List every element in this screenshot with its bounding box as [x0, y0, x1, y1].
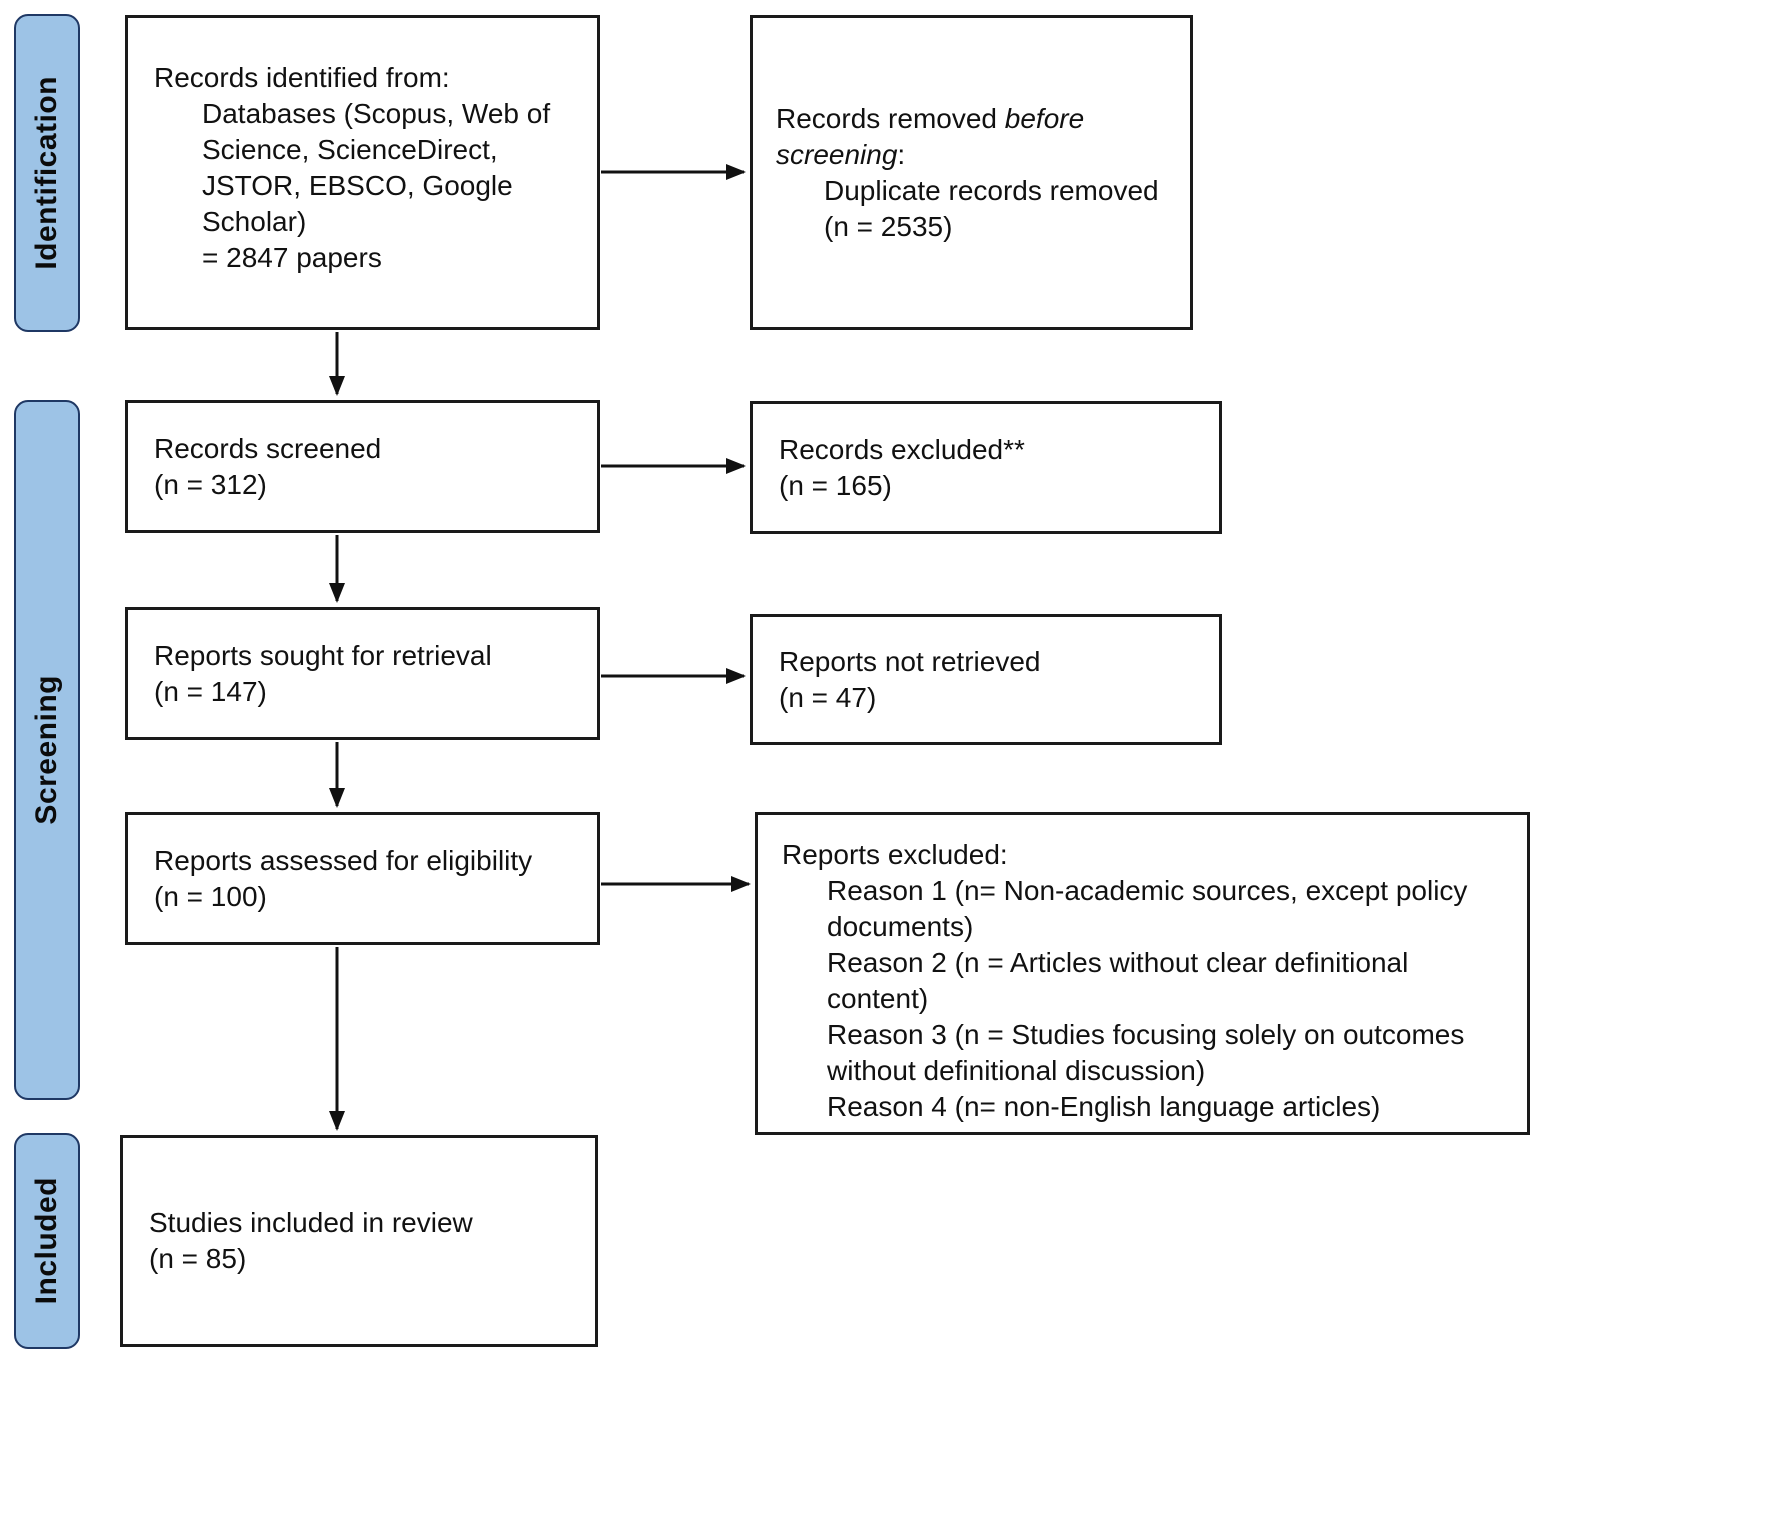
reports-assessed-count: (n = 100): [154, 880, 267, 912]
reports-excluded-reason-4: Reason 4 (n= non-English language articles): [827, 1091, 1381, 1122]
stage-bar-identification: [14, 14, 80, 332]
stage-label-identification: Identification: [30, 76, 63, 270]
records-screened-label: Records screened: [154, 432, 382, 464]
stage-label-screening: Screening: [30, 675, 63, 825]
reports-excluded-reason-2: Reason 2 (n = Articles without clear definitional content): [827, 947, 1409, 1014]
box-records-identified: [125, 15, 600, 330]
reports-sought-label: Reports sought for retrieval: [154, 639, 492, 671]
reports-excluded-reason-3: Reason 3 (n = Studies focusing solely on outcomes without definitional discussion): [827, 1019, 1465, 1086]
box-reports-assessed: [125, 812, 600, 945]
box-records-screened: [125, 400, 600, 533]
stage-label-included: Included: [30, 1177, 63, 1305]
records-removed-prefix: Records removed: [776, 102, 1005, 134]
records-excluded-label: Records excluded**: [779, 433, 1025, 465]
records-identified-heading: Records identified from:: [154, 62, 450, 93]
reports-not-retrieved-count: (n = 47): [779, 681, 877, 713]
box-studies-included: [120, 1135, 598, 1347]
studies-included-label: Studies included in review: [149, 1207, 473, 1238]
records-screened-count: (n = 312): [154, 468, 267, 500]
box-reports-excluded-reasons: [755, 812, 1530, 1135]
reports-not-retrieved-label: Reports not retrieved: [779, 645, 1041, 677]
records-removed-heading: [776, 101, 1178, 173]
box-records-excluded: [750, 401, 1222, 534]
records-excluded-count: (n = 165): [779, 469, 892, 501]
stage-bar-screening: [14, 400, 80, 1100]
reports-sought-count: (n = 147): [154, 675, 267, 707]
records-identified-databases: Databases (Scopus, Web of Science, ScienceDirect, JSTOR, EBSCO, Google Scholar): [202, 98, 551, 237]
stage-bar-included: [14, 1133, 80, 1349]
records-identified-count: = 2847 papers: [202, 242, 382, 273]
records-removed-detail: Duplicate records removed (n = 2535): [824, 174, 1159, 242]
box-reports-sought: [125, 607, 600, 740]
records-removed-italic: before screening: [776, 102, 1085, 170]
box-reports-not-retrieved: [750, 614, 1222, 745]
box-records-removed: [750, 15, 1193, 330]
reports-assessed-label: Reports assessed for eligibility: [154, 844, 533, 876]
reports-excluded-heading: Reports excluded:: [782, 839, 1008, 870]
studies-included-count: (n = 85): [149, 1243, 247, 1274]
records-removed-suffix: :: [897, 138, 906, 170]
reports-excluded-reason-1: Reason 1 (n= Non-academic sources, except policy documents): [827, 875, 1468, 942]
